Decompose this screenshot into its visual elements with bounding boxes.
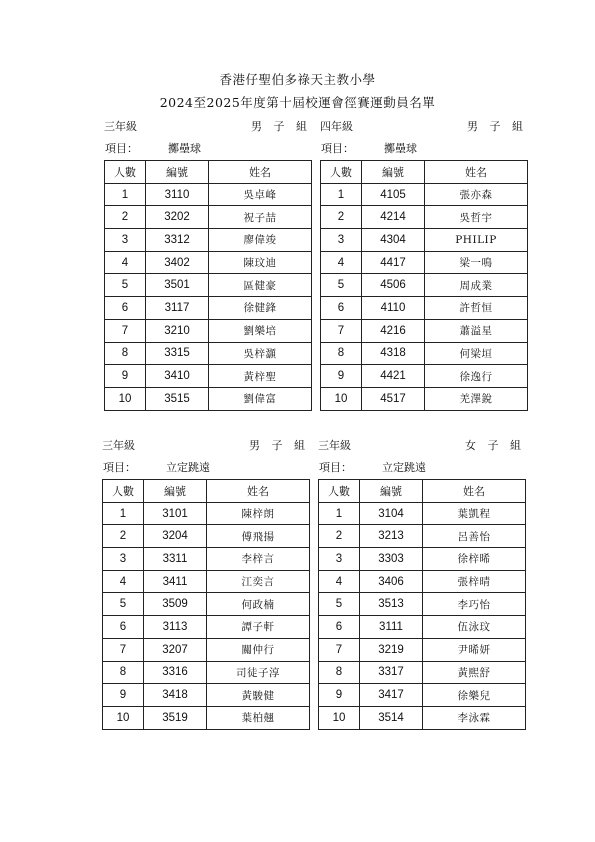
cell-name: 呂善怡 [423, 525, 526, 548]
cell-number: 4 [105, 251, 146, 274]
cell-code: 3101 [144, 502, 207, 525]
table-row [321, 183, 528, 206]
table-row [105, 274, 312, 297]
cell-number: 6 [103, 616, 144, 639]
cell-code: 3410 [146, 365, 209, 388]
cell-number: 2 [319, 525, 360, 548]
cell-number: 2 [103, 525, 144, 548]
col-header-no: 人數 [321, 161, 362, 184]
table-row [103, 684, 310, 707]
cell-name: 伍泳玟 [423, 616, 526, 639]
cell-number: 9 [105, 365, 146, 388]
cell-name: 黃駿健 [207, 684, 310, 707]
cell-code: 4110 [362, 297, 425, 320]
roster-block-p3-girls-long-jump [318, 437, 525, 730]
cell-number: 1 [319, 502, 360, 525]
cell-code: 3519 [144, 706, 207, 729]
col-header-name: 姓名 [423, 480, 526, 503]
cell-name: 葉柏翹 [207, 706, 310, 729]
cell-number: 8 [105, 342, 146, 365]
cell-name: 陳玟迪 [209, 251, 312, 274]
table-row [321, 229, 528, 252]
table-row [321, 365, 528, 388]
cell-name: 江奕言 [207, 570, 310, 593]
cell-name: 劉樂培 [209, 319, 312, 342]
cell-code: 4417 [362, 251, 425, 274]
cell-name: 李泳霖 [423, 706, 526, 729]
event-line [104, 140, 311, 160]
event-label: 項目： [103, 461, 136, 474]
cell-number: 4 [319, 570, 360, 593]
table-row [319, 706, 526, 729]
cell-name: PHILIP [425, 229, 528, 252]
cell-code: 3418 [144, 684, 207, 707]
cell-name: 傅飛揚 [207, 525, 310, 548]
table-row [103, 570, 310, 593]
table-row [105, 342, 312, 365]
cell-code: 3210 [146, 319, 209, 342]
cell-code: 3312 [146, 229, 209, 252]
roster-table [318, 479, 526, 730]
table-row [103, 616, 310, 639]
table-row [319, 616, 526, 639]
table-row [319, 593, 526, 616]
table-row [321, 274, 528, 297]
table-row [105, 319, 312, 342]
col-header-no: 人數 [319, 480, 360, 503]
cell-code: 3402 [146, 251, 209, 274]
event-label: 項目： [319, 461, 352, 474]
table-row [319, 684, 526, 707]
table-row [321, 319, 528, 342]
cell-number: 8 [321, 342, 362, 365]
roster-table [320, 160, 528, 411]
grade-label: 三年級 [102, 439, 135, 452]
table-row [105, 387, 312, 410]
cell-code: 3513 [360, 593, 423, 616]
roster-block-p4-boys-softball [320, 118, 527, 411]
block-header [320, 118, 527, 136]
event-name: 擲壘球 [168, 142, 201, 155]
cell-number: 9 [103, 684, 144, 707]
document-subtitle: 2024至2025年度第十屆校運會徑賽運動員名單 [159, 95, 436, 110]
cell-name: 祝子喆 [209, 206, 312, 229]
cell-name: 徐梓晞 [423, 548, 526, 571]
block-header [102, 437, 309, 455]
cell-number: 9 [321, 365, 362, 388]
table-row [105, 251, 312, 274]
cell-code: 3303 [360, 548, 423, 571]
table-row [103, 661, 310, 684]
group-label: 女 子 組 [465, 439, 525, 452]
cell-code: 3411 [144, 570, 207, 593]
cell-number: 1 [105, 183, 146, 206]
table-row [319, 502, 526, 525]
cell-number: 4 [321, 251, 362, 274]
table-row [321, 206, 528, 229]
cell-name: 吳卓峰 [209, 183, 312, 206]
cell-code: 3514 [360, 706, 423, 729]
col-header-name: 姓名 [207, 480, 310, 503]
group-label: 男 子 組 [249, 439, 309, 452]
cell-number: 7 [105, 319, 146, 342]
col-header-name: 姓名 [209, 161, 312, 184]
cell-name: 梁一鳴 [425, 251, 528, 274]
table-row [319, 638, 526, 661]
cell-name: 葉凱程 [423, 502, 526, 525]
cell-name: 徐健鋒 [209, 297, 312, 320]
cell-code: 3316 [144, 661, 207, 684]
cell-number: 7 [321, 319, 362, 342]
table-header-row [105, 161, 312, 184]
cell-name: 司徒子淳 [207, 661, 310, 684]
cell-name: 張亦森 [425, 183, 528, 206]
table-header-row [319, 480, 526, 503]
table-row [103, 706, 310, 729]
cell-number: 10 [105, 387, 146, 410]
cell-name: 徐逸行 [425, 365, 528, 388]
cell-name: 吳梓灝 [209, 342, 312, 365]
roster-table [102, 479, 310, 730]
roster-table [104, 160, 312, 411]
col-header-code: 編號 [362, 161, 425, 184]
cell-code: 3104 [360, 502, 423, 525]
cell-number: 8 [103, 661, 144, 684]
table-row [105, 229, 312, 252]
roster-block-p3-boys-long-jump [102, 437, 309, 730]
cell-number: 4 [103, 570, 144, 593]
grade-label: 三年級 [104, 120, 137, 133]
event-name: 立定跳遠 [382, 461, 426, 474]
cell-number: 5 [105, 274, 146, 297]
grade-label: 四年級 [320, 120, 353, 133]
group-label: 男 子 組 [251, 120, 311, 133]
cell-name: 何政楠 [207, 593, 310, 616]
cell-number: 2 [321, 206, 362, 229]
table-row [319, 548, 526, 571]
cell-number: 3 [319, 548, 360, 571]
cell-number: 3 [321, 229, 362, 252]
cell-code: 4421 [362, 365, 425, 388]
event-name: 擲壘球 [384, 142, 417, 155]
cell-code: 3207 [144, 638, 207, 661]
block-header [318, 437, 525, 455]
cell-code: 4318 [362, 342, 425, 365]
cell-code: 3110 [146, 183, 209, 206]
cell-name: 李巧怡 [423, 593, 526, 616]
table-row [103, 548, 310, 571]
event-line [102, 459, 309, 479]
cell-code: 3509 [144, 593, 207, 616]
cell-number: 7 [103, 638, 144, 661]
block-header [104, 118, 311, 136]
cell-name: 許哲恒 [425, 297, 528, 320]
table-row [321, 387, 528, 410]
col-header-code: 編號 [146, 161, 209, 184]
cell-name: 吳哲宇 [425, 206, 528, 229]
table-row [321, 342, 528, 365]
event-label: 項目： [321, 142, 354, 155]
cell-code: 4216 [362, 319, 425, 342]
cell-number: 10 [321, 387, 362, 410]
school-name: 香港仔聖伯多祿天主教小學 [219, 72, 376, 87]
cell-number: 7 [319, 638, 360, 661]
cell-name: 何梁垣 [425, 342, 528, 365]
event-name: 立定跳遠 [166, 461, 210, 474]
group-label: 男 子 組 [467, 120, 527, 133]
cell-number: 10 [103, 706, 144, 729]
cell-code: 4214 [362, 206, 425, 229]
col-header-code: 編號 [144, 480, 207, 503]
table-row [103, 638, 310, 661]
cell-number: 5 [321, 274, 362, 297]
cell-name: 張梓晴 [423, 570, 526, 593]
cell-name: 劉偉富 [209, 387, 312, 410]
cell-name: 譚子軒 [207, 616, 310, 639]
cell-name: 羌澤銳 [425, 387, 528, 410]
cell-code: 4105 [362, 183, 425, 206]
table-header-row [321, 161, 528, 184]
col-header-name: 姓名 [425, 161, 528, 184]
event-line [320, 140, 527, 160]
cell-name: 陳梓朗 [207, 502, 310, 525]
cell-number: 6 [105, 297, 146, 320]
cell-number: 9 [319, 684, 360, 707]
cell-code: 4517 [362, 387, 425, 410]
cell-number: 6 [321, 297, 362, 320]
cell-name: 黃熙舒 [423, 661, 526, 684]
table-row [319, 661, 526, 684]
roster-block-p3-boys-softball [104, 118, 311, 411]
cell-name: 李梓言 [207, 548, 310, 571]
cell-number: 2 [105, 206, 146, 229]
cell-code: 3315 [146, 342, 209, 365]
col-header-no: 人數 [103, 480, 144, 503]
table-row [105, 365, 312, 388]
table-row [319, 525, 526, 548]
cell-code: 3204 [144, 525, 207, 548]
table-row [321, 297, 528, 320]
cell-number: 3 [105, 229, 146, 252]
cell-code: 3113 [144, 616, 207, 639]
event-label: 項目： [105, 142, 138, 155]
cell-name: 黃梓聖 [209, 365, 312, 388]
cell-number: 8 [319, 661, 360, 684]
cell-code: 3311 [144, 548, 207, 571]
table-row [321, 251, 528, 274]
col-header-no: 人數 [105, 161, 146, 184]
event-line [318, 459, 525, 479]
cell-code: 3213 [360, 525, 423, 548]
cell-number: 10 [319, 706, 360, 729]
cell-code: 4506 [362, 274, 425, 297]
cell-number: 1 [103, 502, 144, 525]
cell-number: 5 [319, 593, 360, 616]
cell-code: 3117 [146, 297, 209, 320]
table-row [105, 183, 312, 206]
table-row [105, 206, 312, 229]
table-row [319, 570, 526, 593]
cell-name: 廖偉竣 [209, 229, 312, 252]
table-row [103, 502, 310, 525]
cell-code: 3406 [360, 570, 423, 593]
cell-code: 4304 [362, 229, 425, 252]
cell-name: 尹晞妍 [423, 638, 526, 661]
cell-code: 3417 [360, 684, 423, 707]
col-header-code: 編號 [360, 480, 423, 503]
cell-name: 周成業 [425, 274, 528, 297]
cell-name: 徐樂兒 [423, 684, 526, 707]
cell-name: 區健豪 [209, 274, 312, 297]
cell-name: 關仲行 [207, 638, 310, 661]
cell-number: 1 [321, 183, 362, 206]
cell-number: 5 [103, 593, 144, 616]
table-row [103, 593, 310, 616]
cell-code: 3515 [146, 387, 209, 410]
cell-code: 3501 [146, 274, 209, 297]
cell-name: 蕭溢星 [425, 319, 528, 342]
cell-code: 3219 [360, 638, 423, 661]
table-row [105, 297, 312, 320]
cell-number: 3 [103, 548, 144, 571]
table-row [103, 525, 310, 548]
cell-code: 3202 [146, 206, 209, 229]
grade-label: 三年級 [318, 439, 351, 452]
cell-code: 3111 [360, 616, 423, 639]
table-header-row [103, 480, 310, 503]
cell-code: 3317 [360, 661, 423, 684]
cell-number: 6 [319, 616, 360, 639]
